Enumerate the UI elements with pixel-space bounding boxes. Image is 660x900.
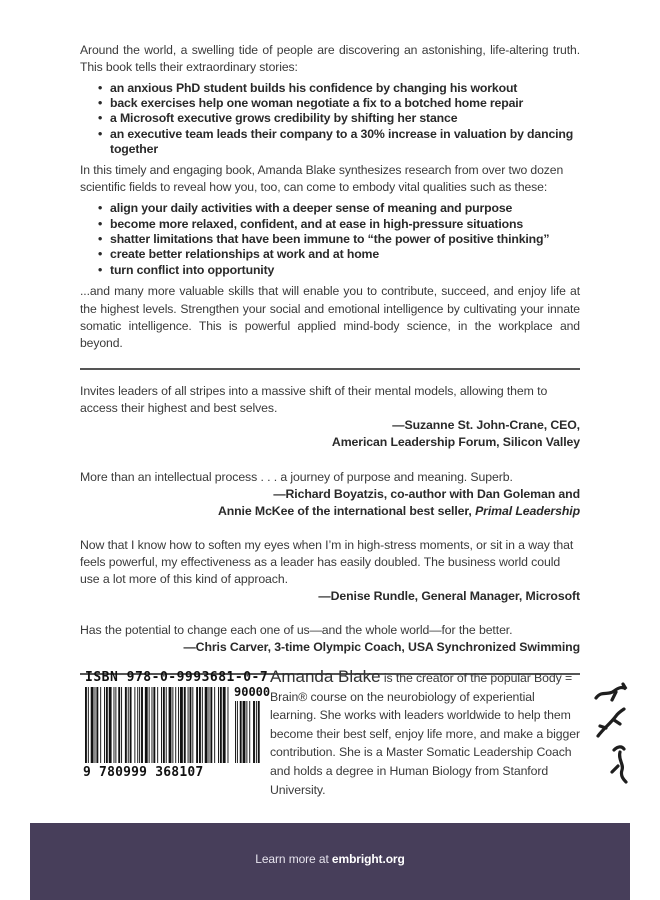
- author-bio: [270, 668, 580, 799]
- testimonial-attribution: [80, 503, 580, 520]
- testimonial: [80, 383, 580, 451]
- testimonial-attribution: —Chris Carver, 3-time Olympic Coach, USA Synchronized Swimming: [183, 640, 580, 655]
- isbn-label: ISBN 978-0-9993681-0-7: [85, 670, 269, 685]
- testimonial-attribution: —Suzanne St. John-Crane, CEO,: [392, 418, 580, 433]
- dancer-figures-icon: [592, 676, 634, 786]
- intro-bullet-list: [98, 81, 580, 158]
- list-item: • an executive team leads their company to a 30% increase in valuation by dancing together: [98, 127, 580, 158]
- list-item: • align your daily activities with a deeper sense of meaning and purpose: [98, 201, 580, 216]
- footer-text: [30, 852, 630, 866]
- main-content: [80, 42, 580, 675]
- website-link[interactable]: embright.org: [331, 852, 405, 866]
- price-code: 90000: [234, 685, 271, 699]
- testimonial-quote: More than an intellectual process . . . a journey of purpose and meaning. Superb.: [80, 470, 513, 485]
- testimonial-attribution: American Leadership Forum, Silicon Valley: [331, 435, 580, 450]
- testimonial-quote: Invites leaders of all stripes into a massive shift of their mental models, allowing them to access their highest and best selves.: [80, 384, 548, 416]
- closing-paragraph: ...and many more valuable skills that will enable you to contribute, succeed, and enjoy life at the highest levels. Strengthen your social and emotional intelligence by cultivating your innate somatic intelligence. This is powerful applied mind-body science, in the workplace and beyond.: [80, 284, 580, 351]
- list-item: • create better relationships at work and at home: [98, 247, 580, 262]
- list-item: • back exercises help one woman negotiate a fix to a botched home repair: [98, 96, 580, 111]
- testimonial: [80, 622, 580, 656]
- attribution-text: Annie McKee of the international best seller,: [217, 504, 476, 519]
- testimonial: [80, 469, 580, 520]
- intro-paragraph: Around the world, a swelling tide of people are discovering an astonishing, life-altering truth. This book tells their extraordinary stories:: [80, 43, 580, 75]
- testimonial-quote: Now that I know how to soften my eyes when I’m in high-stress moments, or sit in a way that feels powerful, my effectiveness as a leader has easily doubled. The business world could use a lot more of this kind of approach.: [80, 538, 574, 587]
- list-item: • an anxious PhD student builds his confidence by changing his workout: [98, 81, 580, 96]
- testimonial: [80, 537, 580, 605]
- list-item: • a Microsoft executive grows credibility by shifting her stance: [98, 111, 580, 126]
- author-bio-text: is the creator of the popular Body = Brain® course on the neurobiology of experiential learning. She works with leaders worldwide to help them become their best self, enjoy life more, and make a bigger contribution. She is a Master Somatic Leadership Coach and holds a degree in Human Biology from Stanford University.: [270, 671, 580, 797]
- section-divider: [80, 368, 580, 370]
- qualities-bullet-list: [98, 201, 580, 278]
- footer-prefix: Learn more at: [255, 852, 332, 866]
- testimonial-quote: Has the potential to change each one of us—and the whole world—for the better.: [80, 623, 513, 638]
- book-title: Primal Leadership: [475, 504, 580, 519]
- list-item: • become more relaxed, confident, and at ease in high-pressure situations: [98, 217, 580, 232]
- list-item: • shatter limitations that have been immune to “the power of positive thinking”: [98, 232, 580, 247]
- ean-digits: 9 780999 368107: [83, 765, 204, 780]
- testimonial-attribution: —Denise Rundle, General Manager, Microsoft: [318, 589, 580, 604]
- footer-band: [30, 823, 630, 900]
- synthesis-paragraph: In this timely and engaging book, Amanda Blake synthesizes research from over two dozen scientific fields to reveal how you, too, can come to embody vital qualities such as these:: [80, 162, 564, 194]
- isbn-barcode: [83, 670, 271, 788]
- list-item: • turn conflict into opportunity: [98, 263, 580, 278]
- author-name: Amanda Blake: [270, 667, 381, 686]
- barcode-bars: [83, 687, 260, 767]
- testimonial-attribution: —Richard Boyatzis, co-author with Dan Goleman and: [273, 487, 580, 502]
